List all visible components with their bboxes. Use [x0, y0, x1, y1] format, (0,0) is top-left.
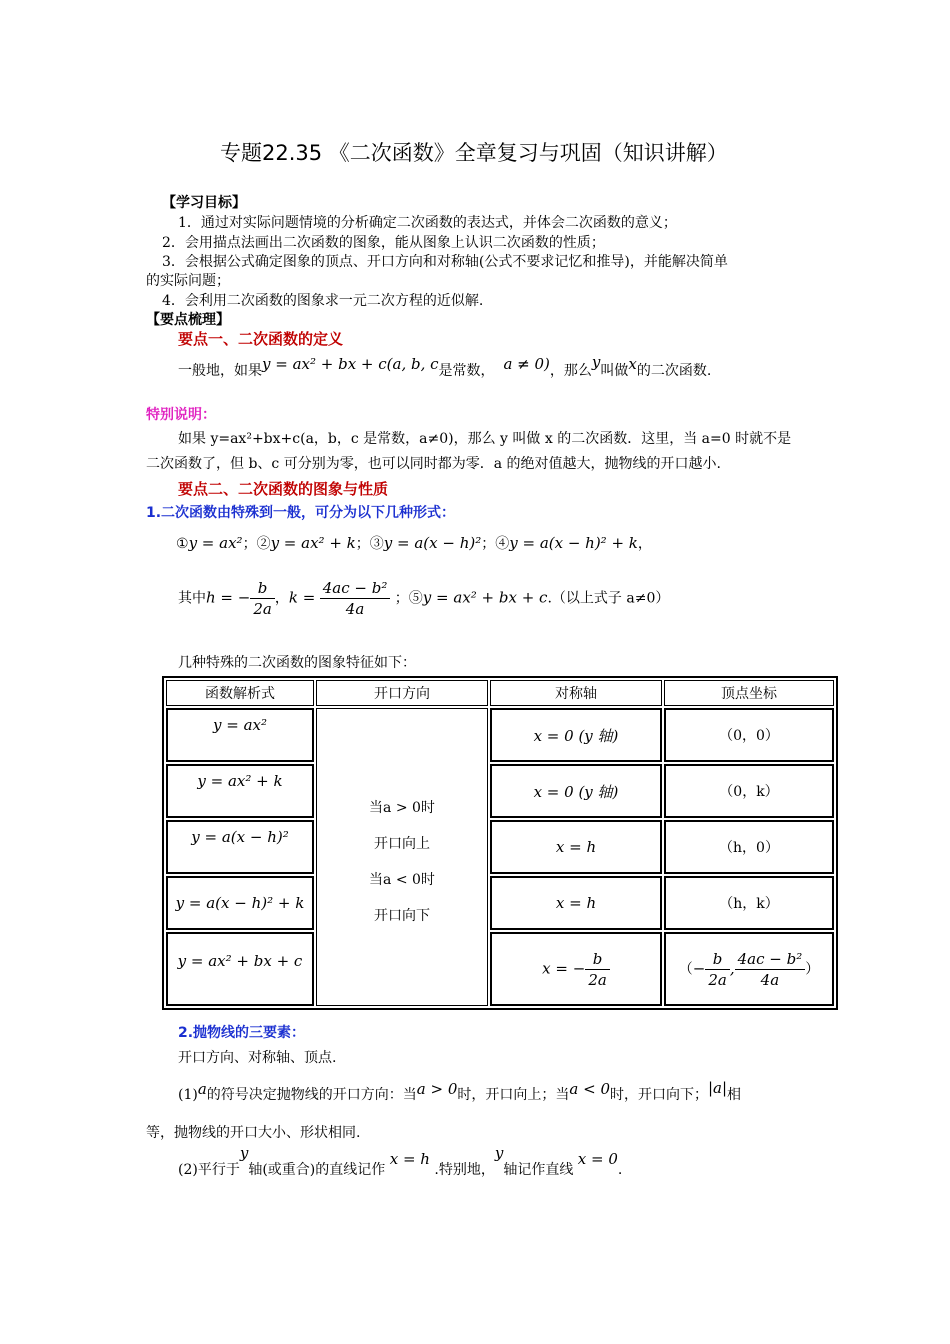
- item1-line-2: 等，抛物线的开口大小、形状相同.: [146, 1125, 361, 1141]
- item2-y1: y: [239, 1144, 249, 1162]
- direction-line-2: 开口向上: [374, 836, 430, 852]
- sub2-text: 开口方向、对称轴、顶点.: [178, 1050, 337, 1066]
- item2-line: [178, 1144, 623, 1179]
- row-5-axis: [490, 932, 662, 1006]
- where-line: [178, 578, 669, 619]
- def-text-2: 是常数，: [438, 363, 495, 379]
- goals-header: 【学习目标】: [162, 195, 246, 211]
- header-expression: 函数解析式: [166, 680, 314, 706]
- row-4-expr: [166, 876, 314, 930]
- def-text-5: 的二次函数.: [636, 363, 712, 379]
- row-5-vertex-frac-1: [705, 949, 730, 990]
- form-sep-2: ；: [355, 536, 370, 552]
- item1-cond-2: a < 0: [569, 1080, 610, 1098]
- table-header-row: [166, 680, 834, 706]
- where-lead: 其中: [178, 590, 206, 607]
- def-x: x: [628, 355, 637, 373]
- item2-p4: 轴记作直线: [503, 1162, 574, 1178]
- form-mark-1: ①: [176, 536, 189, 552]
- row-5-vertex-frac-2: [735, 949, 806, 990]
- goal-1: 1．通过对实际问题情境的分析确定二次函数的表达式，并体会二次函数的意义；: [178, 215, 677, 231]
- form-2: y = ax² + k: [270, 534, 356, 552]
- form-mark-3: ③: [369, 536, 384, 552]
- form-mark-4: ④: [495, 536, 510, 552]
- direction-line-3: 当a < 0时: [369, 872, 435, 888]
- where-tail: .（以上式子 a≠0）: [547, 590, 670, 607]
- special-label: 特别说明：: [146, 407, 216, 423]
- row-3-axis: [490, 820, 662, 874]
- form-3: y = a(x − h)²: [383, 534, 482, 552]
- row-1-axis: [490, 708, 662, 762]
- table-intro: 几种特殊的二次函数的图象特征如下：: [178, 655, 416, 671]
- page-title: 专题22.35 《二次函数》全章复习与巩固（知识讲解）: [220, 141, 728, 165]
- form-sep-4: ，: [637, 536, 652, 552]
- row-4-vertex: [664, 876, 834, 930]
- h-fraction: [250, 578, 275, 619]
- row-1-vertex: [664, 708, 834, 762]
- row-5-axis-num: b: [585, 949, 610, 970]
- point2-title: 要点二、二次函数的图象与性质: [178, 480, 389, 498]
- row-1-expr: [166, 708, 314, 762]
- form-sep-1: ；: [242, 536, 257, 552]
- table-row: [166, 932, 834, 1006]
- h-lhs: h = −: [206, 588, 251, 607]
- row-3-expr-text: y = a(x − h)²: [191, 828, 289, 846]
- item1-a: a: [197, 1080, 207, 1098]
- form-4: y = a(x − h)² + k: [509, 534, 638, 552]
- row-1-expr-text: y = ax²: [213, 716, 267, 734]
- points-header: 【要点梳理】: [146, 312, 230, 328]
- row-5-vertex: （− $\frac{b}{2a}$ , $\frac{\text{4ac − b²}}{4a}$ ）: [664, 932, 834, 1006]
- goal-2: 2．会用描点法画出二次函数的图象，能从图象上认识二次函数的性质；: [162, 235, 605, 251]
- table-row: [166, 708, 834, 762]
- item1-p3: 时，开口向上；当: [457, 1087, 570, 1103]
- h-den: 2a: [253, 600, 272, 618]
- row-4-vertex-text: （h，k）: [719, 896, 779, 912]
- table-row: [166, 764, 834, 818]
- k-lhs: k =: [288, 588, 316, 607]
- goal-4: 4．会利用二次函数的图象求一元二次方程的近似解.: [162, 293, 484, 309]
- row-2-vertex: [664, 764, 834, 818]
- def-text-4: 叫做: [600, 363, 629, 379]
- features-table: [162, 676, 838, 1010]
- row-5-vertex-den-1: 2a: [708, 970, 727, 989]
- row-1-vertex-text: （0，0）: [719, 728, 779, 744]
- sub1-title: 1.二次函数由特殊到一般，可分为以下几种形式：: [146, 505, 456, 521]
- item2-p3: .特别地，: [434, 1162, 495, 1178]
- row-4-expr-text: y = a(x − h)² + k: [175, 894, 305, 912]
- row-2-vertex-text: （0，k）: [719, 784, 779, 800]
- item1-p5: 相: [727, 1087, 742, 1103]
- h-num: b: [250, 578, 275, 599]
- row-5-axis-lhs-text: x = −: [542, 959, 586, 977]
- item2-formula-2: x = 0: [577, 1150, 618, 1168]
- item1-cond-1: a > 0: [416, 1080, 458, 1098]
- point1-title: 要点一、二次函数的定义: [178, 330, 344, 348]
- item2-p2: 轴(或重合)的直线记作: [248, 1162, 386, 1178]
- def-condition: a ≠ 0): [503, 355, 550, 373]
- form-sep-3: ；: [481, 536, 496, 552]
- k-den: 4a: [345, 600, 365, 618]
- form-5: y = ax² + bx + c: [422, 588, 548, 607]
- special-line-1: 如果 y=ax²+bx+c(a，b，c 是常数，a≠0)，那么 y 叫做 x 的二次函数．这里，当 a=0 时就不是: [178, 431, 792, 447]
- where-comma: ，: [274, 590, 289, 607]
- row-5-axis-den: 2a: [588, 970, 607, 989]
- def-formula: y = ax² + bx + c(a, b, c: [262, 355, 439, 373]
- form-1: y = ax²: [188, 534, 243, 552]
- direction-cell: [316, 708, 488, 1006]
- sub2-title: 2.抛物线的三要素：: [178, 1025, 306, 1041]
- def-y: y: [591, 353, 601, 371]
- def-text-3: ，那么: [549, 363, 592, 379]
- row-2-axis: [490, 764, 662, 818]
- item2-formula-1: x = h: [389, 1150, 430, 1168]
- form-mark-5: ⑤: [408, 590, 423, 607]
- forms-line: [176, 533, 652, 553]
- item1-abs-a: |a|: [707, 1079, 728, 1097]
- row-3-expr: [166, 820, 314, 874]
- where-semi: ；: [394, 590, 409, 607]
- k-num: 4ac − b²: [320, 578, 391, 599]
- table-row: [166, 876, 834, 930]
- k-fraction: [320, 578, 391, 619]
- header-direction: 开口方向: [316, 680, 488, 706]
- item1-p2: 的符号决定抛物线的开口方向：当: [206, 1087, 417, 1103]
- definition-line: [178, 353, 712, 380]
- goal-3-cont: 的实际问题；: [146, 273, 230, 289]
- item1-line: [178, 1079, 742, 1104]
- row-5-expr: [166, 932, 314, 1006]
- row-4-axis-text: x = h: [555, 894, 597, 912]
- form-mark-2: ②: [256, 536, 271, 552]
- def-text-1: 一般地，如果: [178, 363, 262, 379]
- row-1-axis-text: x = 0 (y 轴): [533, 726, 619, 745]
- item2-y2: y: [494, 1144, 504, 1162]
- row-5-axis-frac: [585, 949, 610, 990]
- header-axis: 对称轴: [490, 680, 662, 706]
- row-2-axis-text: x = 0 (y 轴): [533, 782, 619, 801]
- row-2-expr: [166, 764, 314, 818]
- row-2-expr-text: y = ax² + k: [197, 772, 283, 790]
- table-row: [166, 820, 834, 874]
- special-line-2: 二次函数了，但 b、c 可分别为零，也可以同时都为零．a 的绝对值越大，抛物线的开口越小.: [146, 456, 721, 472]
- row-3-axis-text: x = h: [555, 838, 597, 856]
- direction-line-1: 当a > 0时: [369, 800, 435, 816]
- item1-p4: 时，开口向下；: [609, 1087, 708, 1103]
- goal-3: 3．会根据公式确定图象的顶点、开口方向和对称轴(公式不要求记忆和推导)，并能解决简单: [162, 254, 728, 270]
- header-vertex: 顶点坐标: [664, 680, 834, 706]
- row-5-vertex-num-2: 4ac − b²: [735, 949, 806, 970]
- row-5-vertex-den-2: 4a: [760, 970, 780, 989]
- row-3-vertex: [664, 820, 834, 874]
- row-5-expr-text: y = ax² + bx + c: [177, 952, 303, 970]
- item1-p1: (1): [178, 1087, 198, 1103]
- item2-p5: .: [617, 1162, 623, 1178]
- row-5-vertex-num-1: b: [705, 949, 730, 970]
- row-4-axis: [490, 876, 662, 930]
- row-3-vertex-text: （h，0）: [719, 840, 779, 856]
- item2-p1: (2)平行于: [178, 1162, 240, 1178]
- direction-line-4: 开口向下: [374, 908, 430, 924]
